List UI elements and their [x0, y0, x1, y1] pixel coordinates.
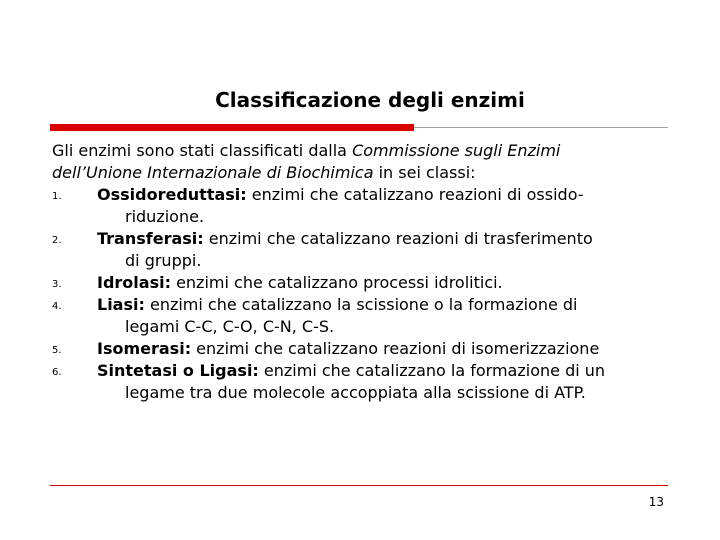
- class-term: Isomerasi:: [97, 339, 192, 358]
- class-description-continuation: legame tra due molecole accoppiata alla scissione di ATP.: [125, 383, 586, 402]
- list-number: 5.: [52, 345, 62, 356]
- class-term: Transferasi:: [97, 229, 204, 248]
- class-description: enzimi che catalizzano reazioni di trasferimento: [203, 229, 593, 248]
- list-item: [52, 184, 672, 228]
- list-item: [52, 272, 672, 294]
- page-number: 13: [648, 495, 664, 509]
- list-item: [52, 360, 672, 404]
- list-number: 6.: [52, 367, 62, 378]
- list-item: [52, 338, 672, 360]
- class-description-continuation: legami C-C, C-O, C-N, C-S.: [125, 317, 335, 336]
- list-number: 4.: [52, 301, 62, 312]
- list-item: [52, 228, 672, 272]
- intro-italic-union: dell’Unione Internazionale di Biochimica: [52, 163, 374, 182]
- intro-italic-commission: Commissione sugli Enzimi: [352, 141, 561, 160]
- footer-divider: [50, 485, 668, 486]
- enzyme-class-list: [52, 184, 672, 404]
- slide-title: [0, 88, 720, 112]
- slide-body: [52, 140, 672, 404]
- intro-text: Gli enzimi sono stati classificati dalla: [52, 141, 353, 160]
- class-description-continuation: di gruppi.: [125, 251, 202, 270]
- list-number: 3.: [52, 279, 62, 290]
- intro-text-end: in sei classi:: [373, 163, 476, 182]
- class-description: enzimi che catalizzano la formazione di un: [258, 361, 606, 380]
- class-term: Liasi:: [97, 295, 145, 314]
- list-item: [52, 294, 672, 338]
- class-term: Idrolasi:: [97, 273, 171, 292]
- intro-paragraph: [52, 140, 672, 184]
- class-description-continuation: riduzione.: [125, 207, 205, 226]
- class-description: enzimi che catalizzano processi idrolitici.: [170, 273, 503, 292]
- title-underline-rule: [414, 127, 668, 128]
- class-term: Ossidoreduttasi:: [97, 185, 247, 204]
- slide-title-text: Classificazione degli enzimi: [215, 88, 525, 112]
- class-description: enzimi che catalizzano la scissione o la formazione di: [144, 295, 578, 314]
- list-number: 1.: [52, 191, 62, 202]
- class-term: Sintetasi o Ligasi:: [97, 361, 259, 380]
- class-description: enzimi che catalizzano reazioni di ossido-: [246, 185, 584, 204]
- title-underline-accent: [50, 124, 414, 131]
- list-number: 2.: [52, 235, 62, 246]
- class-description: enzimi che catalizzano reazioni di isomerizzazione: [191, 339, 600, 358]
